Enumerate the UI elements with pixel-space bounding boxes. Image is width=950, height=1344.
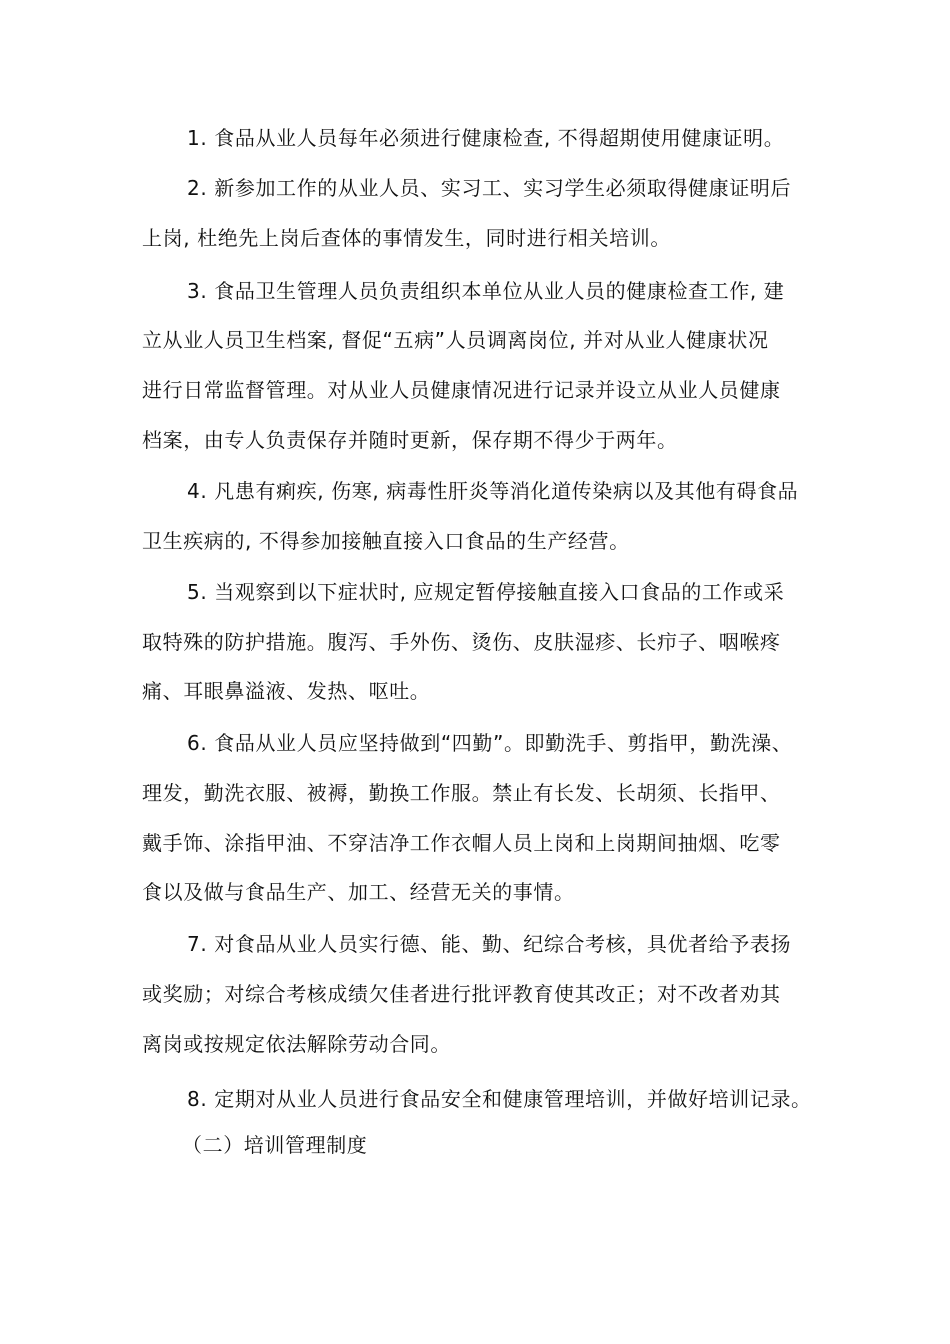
paragraph-2-line-1: 2. 新参加工作的从业人员、实习工、实习学生必须取得健康证明后 <box>187 176 792 200</box>
paragraph-7-line-2: 或奖励；对综合考核成绩欠佳者进行批评教育使其改正；对不改者劝其 <box>142 982 781 1006</box>
paragraph-3-line-3: 进行日常监督管理。对从业人员健康情况进行记录并设立从业人员健康 <box>142 378 781 402</box>
paragraph-7-line-3: 离岗或按规定依法解除劳动合同。 <box>142 1032 451 1056</box>
paragraph-1-line-1: 1. 食品从业人员每年必须进行健康检查, 不得超期使用健康证明。 <box>187 126 785 150</box>
paragraph-5-line-3: 痛、耳眼鼻溢液、发热、呕吐。 <box>142 679 431 703</box>
paragraph-8-line-1: 8. 定期对从业人员进行食品安全和健康管理培训，并做好培训记录。 <box>187 1087 812 1111</box>
paragraph-4-line-2: 卫生疾病的, 不得参加接触直接入口食品的生产经营。 <box>142 529 630 553</box>
paragraph-3-line-1: 3. 食品卫生管理人员负责组织本单位从业人员的健康检查工作, 建 <box>187 279 785 303</box>
paragraph-4-line-1: 4. 凡患有痢疾, 伤寒, 病毒性肝炎等消化道传染病以及其他有碍食品 <box>187 479 799 503</box>
paragraph-6-line-4: 食以及做与食品生产、加工、经营无关的事情。 <box>142 880 575 904</box>
paragraph-3-line-4: 档案，由专人负责保存并随时更新，保存期不得少于两年。 <box>142 428 678 452</box>
paragraph-7-line-1: 7. 对食品从业人员实行德、能、勤、纪综合考核，具优者给予表扬 <box>187 932 792 956</box>
paragraph-6-line-1: 6. 食品从业人员应坚持做到“四勤”。即勤洗手、剪指甲，勤洗澡、 <box>187 731 793 755</box>
paragraph-5-line-2: 取特殊的防护措施。腹泻、手外伤、烫伤、皮肤湿疹、长疖子、咽喉疼 <box>142 630 781 654</box>
paragraph-3-line-2: 立从业人员卫生档案, 督促“五病”人员调离岗位, 并对从业人健康状况 <box>142 328 769 352</box>
paragraph-6-line-3: 戴手饰、涂指甲油、不穿洁净工作衣帽人员上岗和上岗期间抽烟、吃零 <box>142 831 781 855</box>
paragraph-5-line-1: 5. 当观察到以下症状时, 应规定暂停接触直接入口食品的工作或采 <box>187 580 785 604</box>
paragraph-2-line-2: 上岗, 杜绝先上岗后查体的事情发生，同时进行相关培训。 <box>142 226 671 250</box>
paragraph-6-line-2: 理发，勤洗衣服、被褥，勤换工作服。禁止有长发、长胡须、长指甲、 <box>142 781 781 805</box>
section-heading: （二）培训管理制度 <box>182 1133 368 1157</box>
